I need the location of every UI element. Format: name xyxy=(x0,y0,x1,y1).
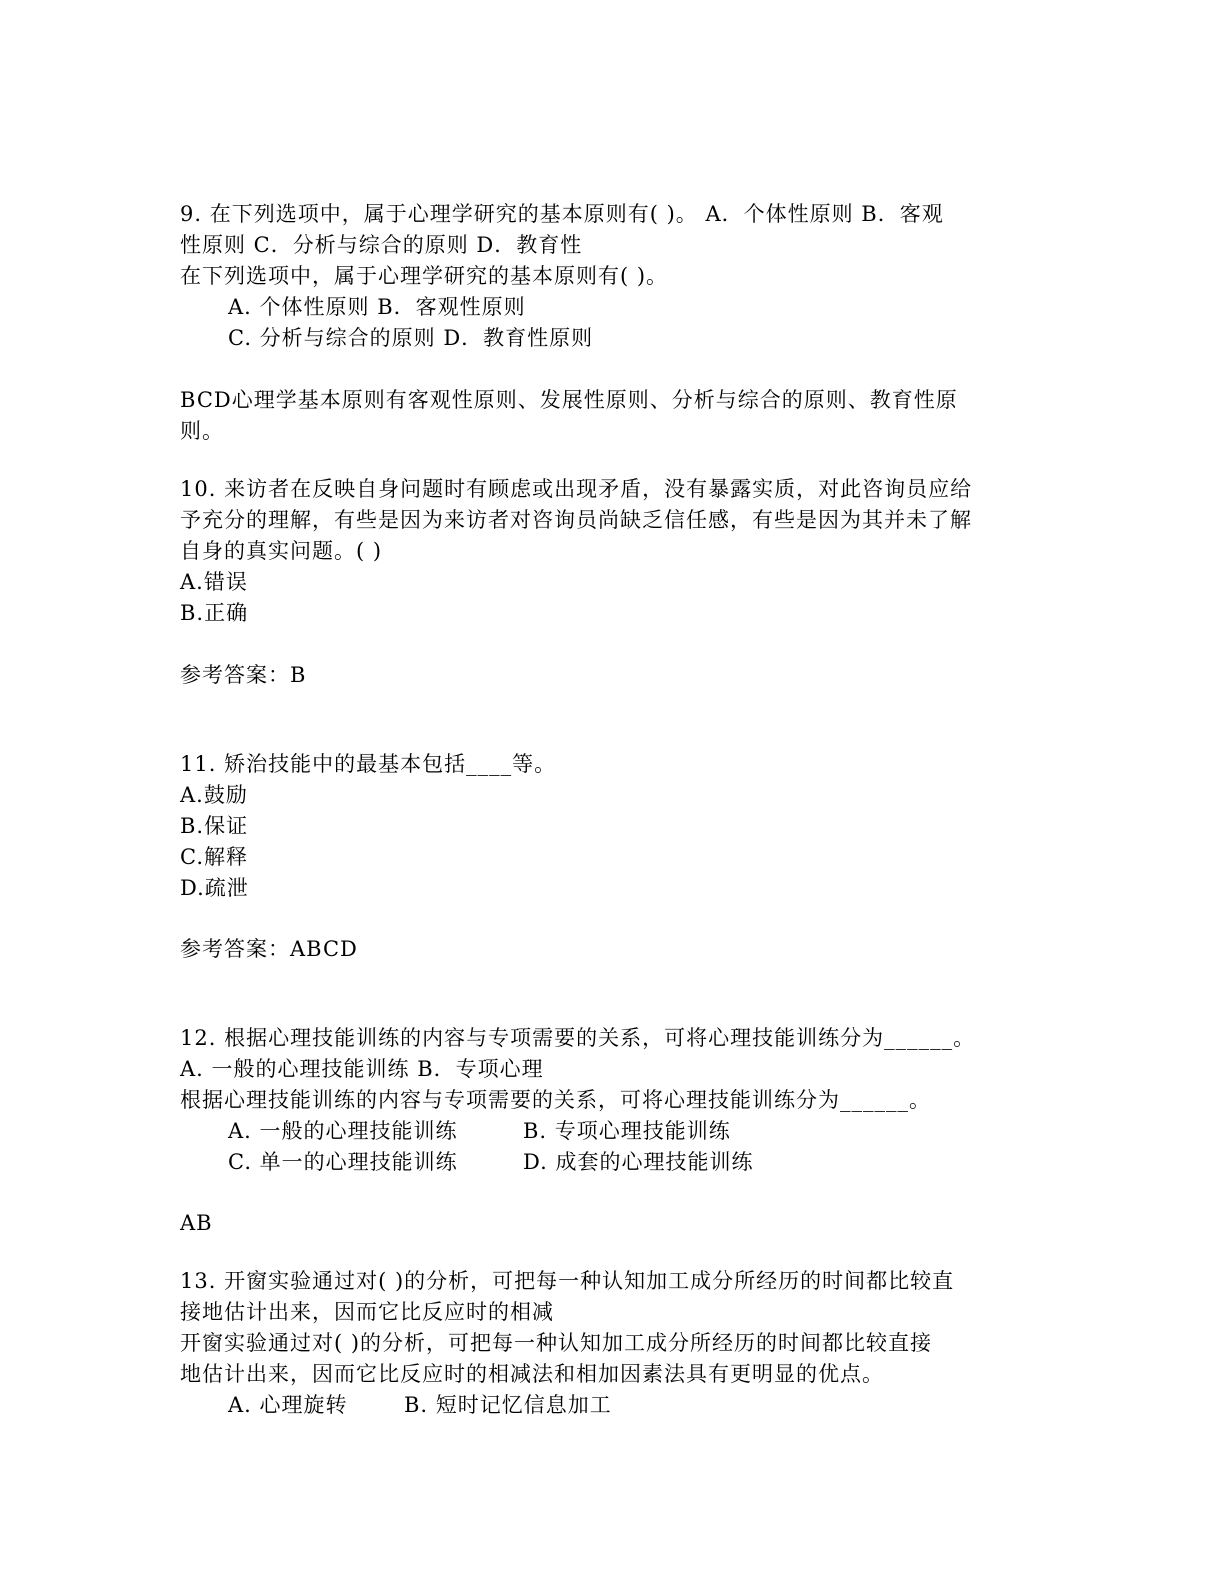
q12-answer: AB xyxy=(180,1211,213,1235)
q9-stem-line2: 性原则 C．分析与综合的原则 D．教育性 xyxy=(180,233,583,257)
q13-option-row1 xyxy=(228,1392,612,1418)
q12-option-b: B. 专项心理技能训练 xyxy=(523,1119,731,1143)
q12-option-d: D. 成套的心理技能训练 xyxy=(523,1150,754,1174)
q10-stem-line2: 予充分的理解，有些是因为来访者对咨询员尚缺乏信任感，有些是因为其并未了解 xyxy=(180,508,972,532)
q10-stem-line1: 10. 来访者在反映自身问题时有顾虑或出现矛盾，没有暴露实质，对此咨询员应给 xyxy=(180,477,973,501)
q13-option-b: B. 短时记忆信息加工 xyxy=(404,1393,612,1417)
q13-option-a: A. 心理旋转 xyxy=(228,1393,348,1417)
q10-option-b: B.正确 xyxy=(180,601,249,625)
q11-option-a: A.鼓励 xyxy=(180,783,248,807)
q12-stem-line1: 12. 根据心理技能训练的内容与专项需要的关系，可将心理技能训练分为______。 xyxy=(180,1026,976,1050)
q12-stem-line2: A. 一般的心理技能训练 B．专项心理 xyxy=(180,1057,544,1081)
q13-full-line2: 地估计出来，因而它比反应时的相减法和相加因素法具有更明显的优点。 xyxy=(180,1362,884,1386)
q10-option-a: A.错误 xyxy=(180,570,248,594)
q9-stem-line1: 9. 在下列选项中，属于心理学研究的基本原则有( )。 A．个体性原则 B．客观 xyxy=(180,202,944,226)
q11-option-d: D.疏泄 xyxy=(180,876,249,900)
q10-stem-line3: 自身的真实问题。( ) xyxy=(180,539,383,563)
q12-option-a: A. 一般的心理技能训练 xyxy=(228,1119,458,1143)
q9-option-a: A. 个体性原则 B．客观性原则 xyxy=(228,295,526,319)
q10-answer: 参考答案：B xyxy=(180,663,307,687)
q11-option-c: C.解释 xyxy=(180,845,248,869)
q9-option-c: C. 分析与综合的原则 D．教育性原则 xyxy=(228,326,594,350)
q12-option-row2 xyxy=(228,1149,754,1175)
q9-full-question: 在下列选项中，属于心理学研究的基本原则有( )。 xyxy=(180,264,669,288)
q12-full-question: 根据心理技能训练的内容与专项需要的关系，可将心理技能训练分为______。 xyxy=(180,1088,931,1112)
q11-option-b: B.保证 xyxy=(180,814,249,838)
q13-full-line1: 开窗实验通过对( )的分析，可把每一种认知加工成分所经历的时间都比较直接 xyxy=(180,1331,933,1355)
q9-answer-line2: 则。 xyxy=(180,419,224,443)
q12-option-row1 xyxy=(228,1118,731,1144)
q11-answer: 参考答案：ABCD xyxy=(180,937,358,961)
q11-stem: 11. 矫治技能中的最基本包括____等。 xyxy=(180,752,557,776)
q13-stem-line2: 接地估计出来，因而它比反应时的相减 xyxy=(180,1300,554,1324)
q13-stem-line1: 13. 开窗实验通过对( )的分析，可把每一种认知加工成分所经历的时间都比较直 xyxy=(180,1269,955,1293)
q9-answer-line1: BCD心理学基本原则有客观性原则、发展性原则、分析与综合的原则、教育性原 xyxy=(180,388,958,412)
q12-option-c: C. 单一的心理技能训练 xyxy=(228,1150,458,1174)
